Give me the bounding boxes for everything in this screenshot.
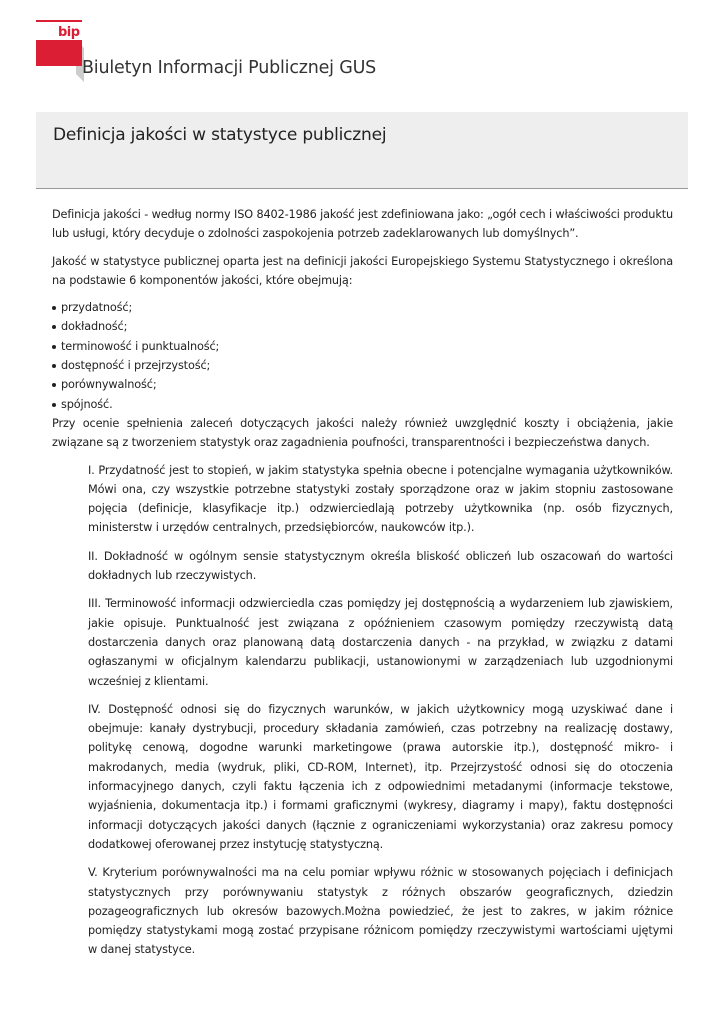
section-accessibility: IV. Dostępność odnosi się do fizycznych warunków, w jakich użytkownicy mogą uzyskiwać dane i obejmuje: kanały dystrybucji, procedury składania zamówień, czas potrzebny na realizację dostawy, politykę cenową, dogodne warunki marketingowe (prawa autorskie itp.), dostępność mikro- i makrodanych, media (wydruk, pliki, CD-ROM, Internet), itp. Przejrzystość odnosi się do otoczenia informacyjnego danych, czyli faktu łączenia ich z odpowiednimi metadanymi (informacje tekstowe, wyjaśnienia, dokumentacja itp.) i formami graficznymi (wykresy, diagramy i mapy), faktu dostępności informacji dotyczących jakości danych (łącznie z ograniczeniami wykorzystania) oraz zakresu pomocy dodatkowej oferowanej przez instytucję statystyczną.: [88, 702, 673, 851]
list-item: dostępność i przejrzystość;: [52, 356, 673, 375]
list-item: dokładność;: [52, 317, 673, 336]
section-accuracy: II. Dokładność w ogólnym sensie statystycznym określa bliskość obliczeń lub oszacowań do wartości dokładnych lub rzeczywistych.: [88, 549, 673, 583]
list-item: terminowość i punktualność;: [52, 337, 673, 356]
logo-top-bar: [36, 20, 82, 22]
logo-red-part: [36, 40, 82, 66]
logo-text: bip: [58, 25, 80, 40]
site-title[interactable]: Biuletyn Informacji Publicznej GUS: [82, 58, 377, 78]
intro-paragraph: Definicja jakości - według normy ISO 8402-1986 jakość jest zdefiniowana jako: „ogół cech i właściwości produktu lub usługi, który decyduje o zdolności zaspokojenia potrzeb zadeklarowanych lub domyślnych”.: [52, 208, 673, 241]
quality-sections: [52, 461, 673, 960]
list-item: przydatność;: [52, 298, 673, 317]
section-timeliness: III. Terminowość informacji odzwierciedla czas pomiędzy jej dostępnością a wydarzeniem lub zjawiskiem, jakie opisuje. Punktualność jest związana z opóźnieniem czasowym pomiędzy rzeczywistą datą dostarczenia danych oraz planowaną datą dostarczenia danych - na przykład, w związku z datami ogłaszanymi w oficjalnym kalendarzu publikacji, ustanowionymi w zarządzeniach lub uzgodnionymi wcześniej z klientami.: [88, 597, 673, 688]
section-comparability: V. Kryterium porównywalności ma na celu pomiar wpływu różnic w stosowanych pojęciach i definicjach statystycznych przy porównywaniu statystyk z różnych obszarów geograficznych, dziedzin pozageograficznych lub okresów bazowych.Można powiedzieć, że jest to zakres, w jakim różnice pomiędzy statystykami mogą zostać przypisane różnicom pomiędzy rzeczywistymi wartościami ujętymi w danej statystyce.: [88, 866, 673, 957]
list-item: spójność.: [52, 395, 673, 414]
quality-components-list: [52, 298, 673, 414]
page-title-box: [36, 112, 688, 189]
article-content: [52, 205, 673, 969]
components-paragraph: Jakość w statystyce publicznej oparta jest na definicji jakości Europejskiego Systemu Statystycznego i określona na podstawie 6 komponentów jakości, które obejmują:: [52, 254, 673, 287]
costs-paragraph: Przy ocenie spełnienia zaleceń dotyczących jakości należy również uwzględnić koszty i obciążenia, jakie związane są z tworzeniem statystyk oraz zagadnienia poufności, transparentności i bezpieczeństwa danych.: [52, 416, 673, 450]
list-item: porównywalność;: [52, 375, 673, 394]
bip-logo[interactable]: [36, 20, 82, 74]
section-relevance: I. Przydatność jest to stopień, w jakim statystyka spełnia obecne i potencjalne wymagania użytkowników. Mówi ona, czy wszystkie potrzebne statystyki zostały sporządzone oraz w jakim stopniu zastosowane pojęcia (definicje, klasyfikacje itp.) odzwierciedlają potrzeby użytkownika (np. osób fizycznych, ministerstw i urzędów centralnych, przedsiębiorców, naukowców itp.).: [88, 463, 673, 535]
page-title: Definicja jakości w statystyce publicznej: [53, 125, 387, 145]
